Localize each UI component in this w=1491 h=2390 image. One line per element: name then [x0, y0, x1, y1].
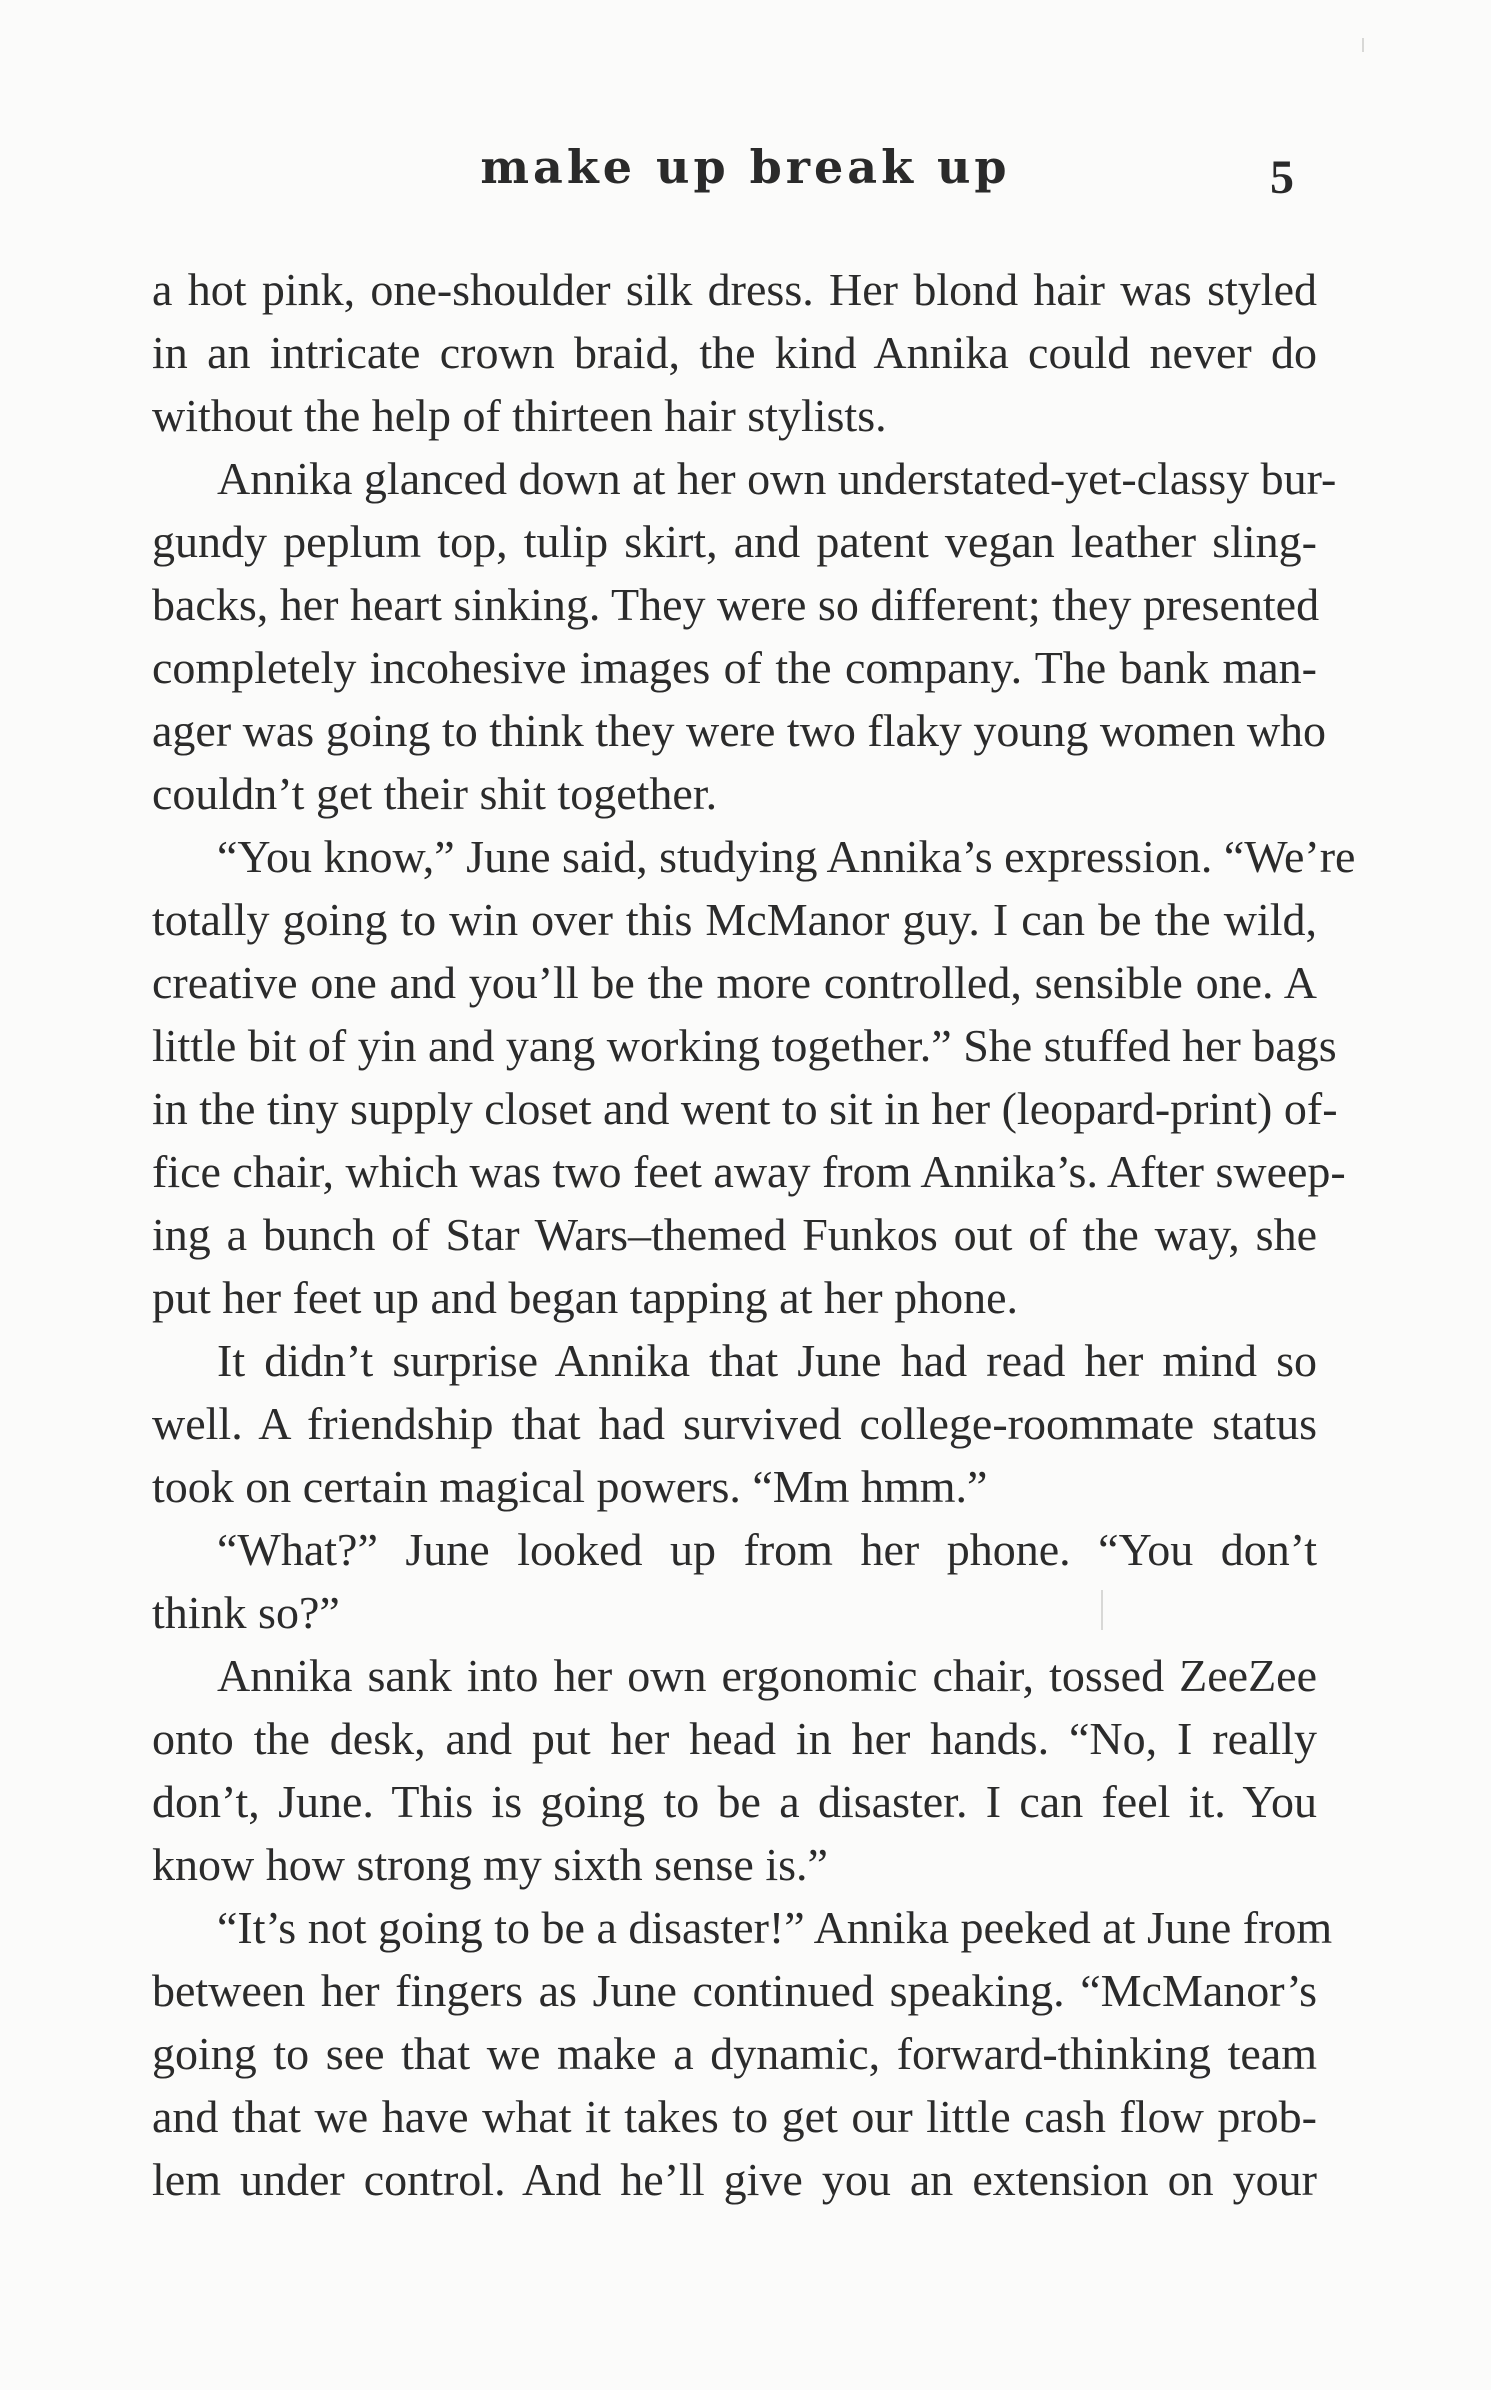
text-line: took on certain magical powers. “Mm hmm.”	[152, 1461, 988, 1512]
text-line: backs, her heart sinking. They were so different; they presented	[152, 579, 1320, 630]
text-line: don’t, June. This is going to be a disaster. I can feel it. You	[152, 1776, 1317, 1827]
text-line: fice chair, which was two feet away from Annika’s. After sweep-	[152, 1146, 1346, 1197]
running-header-title: make up break up	[480, 140, 1011, 194]
text-line: going to see that we make a dynamic, forward-thinking team	[152, 2028, 1317, 2079]
text-line: “It’s not going to be a disaster!” Annika peeked at June from	[217, 1902, 1333, 1953]
body-text	[152, 258, 1356, 2211]
text-line: between her fingers as June continued speaking. “McManor’s	[152, 1965, 1317, 2016]
text-line: “You know,” June said, studying Annika’s expression. “We’re	[217, 831, 1356, 882]
text-line: onto the desk, and put her head in her hands. “No, I really	[152, 1713, 1317, 1764]
text-line: in an intricate crown braid, the kind Annika could never do	[152, 327, 1317, 378]
text-line: ing a bunch of Star Wars–themed Funkos out of the way, she	[152, 1209, 1317, 1260]
text-line: without the help of thirteen hair stylists.	[152, 390, 887, 441]
text-line: put her feet up and began tapping at her phone.	[152, 1272, 1019, 1323]
text-line: a hot pink, one-shoulder silk dress. Her blond hair was styled	[152, 264, 1317, 315]
text-line: “What?” June looked up from her phone. “You don’t	[217, 1524, 1317, 1575]
text-line: think so?”	[152, 1587, 340, 1638]
text-line: ager was going to think they were two flaky young women who	[152, 705, 1327, 756]
text-line: little bit of yin and yang working together.” She stuffed her bags	[152, 1020, 1337, 1071]
scan-artifact	[1101, 1590, 1103, 1630]
text-line: creative one and you’ll be the more controlled, sensible one. A	[152, 957, 1317, 1008]
text-line: It didn’t surprise Annika that June had read her mind so	[217, 1335, 1317, 1386]
scan-artifact	[1362, 38, 1364, 52]
text-line: gundy peplum top, tulip skirt, and patent vegan leather sling-	[152, 516, 1317, 567]
page-number: 5	[1270, 151, 1294, 204]
text-line: totally going to win over this McManor guy. I can be the wild,	[152, 894, 1317, 945]
text-line: completely incohesive images of the company. The bank man-	[152, 642, 1317, 693]
text-line: Annika sank into her own ergonomic chair, tossed ZeeZee	[217, 1650, 1317, 1701]
text-line: and that we have what it takes to get our little cash flow prob-	[152, 2091, 1317, 2142]
text-line: know how strong my sixth sense is.”	[152, 1839, 828, 1890]
text-line: well. A friendship that had survived college-roommate status	[152, 1398, 1317, 1449]
text-line: lem under control. And he’ll give you an extension on your	[152, 2154, 1317, 2205]
text-line: in the tiny supply closet and went to sit in her (leopard-print) of-	[152, 1083, 1338, 1134]
text-line: Annika glanced down at her own understated-yet-classy bur-	[217, 453, 1337, 504]
text-line: couldn’t get their shit together.	[152, 768, 718, 819]
